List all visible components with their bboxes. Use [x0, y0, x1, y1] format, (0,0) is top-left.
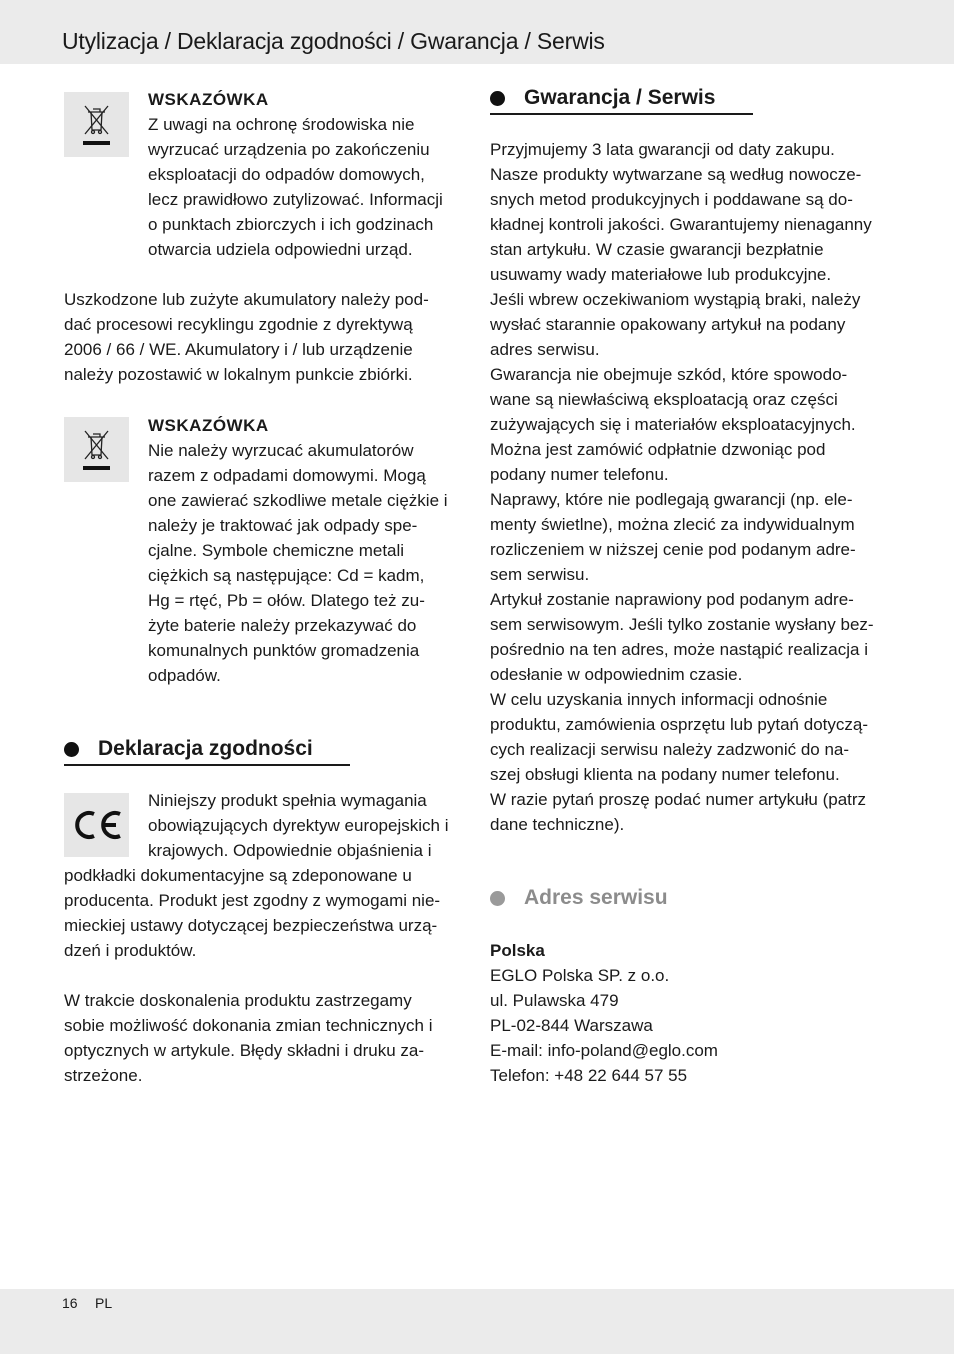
text-line: one zawierać szkodliwe metale ciężkie i — [148, 491, 448, 510]
text-line: Nie należy wyrzucać akumulatorów — [148, 441, 414, 460]
page-title: Utylizacja / Deklaracja zgodności / Gwarancja / Serwis — [62, 28, 605, 54]
text-line: dać procesowi recyklingu zgodnie z dyrektywą — [64, 315, 413, 334]
disposal-icon-box — [64, 92, 129, 157]
text-line: cjalne. Symbole chemiczne metali — [148, 541, 405, 560]
declaration-text-beside — [148, 788, 448, 863]
service-email: E-mail: info-poland@eglo.com — [490, 1041, 718, 1060]
note-2 — [148, 413, 448, 688]
note-2-title: WSKAZÓWKA — [148, 416, 269, 435]
service-country: Polska — [490, 941, 545, 960]
text-line: żyte baterie należy przekazywać do — [148, 616, 417, 635]
service-address-heading — [490, 883, 668, 913]
text-line: rozliczeniem w niższej cenie pod podanym adre- — [490, 540, 856, 559]
text-line: wyrzucać urządzenia po zakończeniu — [148, 140, 430, 159]
battery-disposal-icon-box — [64, 417, 129, 482]
text-line: sem serwisowym. Jeśli tylko zostanie wysłany bez- — [490, 615, 874, 634]
ce-mark-icon — [64, 793, 129, 857]
text-line: producenta. Produkt jest zgodny z wymogami nie- — [64, 891, 441, 910]
text-line: Z uwagi na ochronę środowiska nie — [148, 115, 415, 134]
service-company: EGLO Polska SP. z o.o. — [490, 966, 670, 985]
bullet-icon — [490, 91, 505, 106]
text-line: wysłać starannie opakowany artykuł na podany — [490, 315, 846, 334]
text-line: Artykuł zostanie naprawiony pod podanym adre- — [490, 590, 854, 609]
bullet-icon — [490, 891, 505, 906]
crossed-out-bin-icon — [64, 417, 129, 482]
text-line: Jeśli wbrew oczekiwaniom wystąpią braki, należy — [490, 290, 861, 309]
page-number: 16 — [62, 1295, 78, 1311]
text-line: razem z odpadami domowymi. Mogą — [148, 466, 426, 485]
text-line: optycznych w artykule. Błędy składni i druku za- — [64, 1041, 424, 1060]
text-line: produktu, zamówienia osprzętu lub pytań dotyczą- — [490, 715, 868, 734]
text-line: 2006 / 66 / WE. Akumulatory i / lub urządzenie — [64, 340, 413, 359]
recycling-paragraph — [64, 287, 429, 387]
text-line: Nasze produkty wytwarzane są według nowocze- — [490, 165, 862, 184]
text-line: kładnej kontroli jakości. Gwarantujemy nienaganny — [490, 215, 872, 234]
text-line: W trakcie doskonalenia produktu zastrzegamy — [64, 991, 412, 1010]
text-line: należy pozostawić w lokalnym punkcie zbiórki. — [64, 365, 413, 384]
text-line: Naprawy, które nie podlegają gwarancji (np. ele- — [490, 490, 853, 509]
text-line: W razie pytań proszę podać numer artykułu (patrz — [490, 790, 867, 809]
text-line: menty świetlne), można zlecić za indywidualnym — [490, 515, 855, 534]
language-code: PL — [95, 1295, 113, 1311]
text-line: lecz prawidłowo zutylizować. Informacji — [148, 190, 443, 209]
declaration-heading-underline — [64, 764, 350, 766]
text-line: odesłanie w odpowiednim czasie. — [490, 665, 743, 684]
text-line: zużywających się i materiałów eksploatacyjnych. — [490, 415, 856, 434]
text-line: sobie możliwość dokonania zmian technicznych i — [64, 1016, 433, 1035]
text-line: krajowych. Odpowiednie objaśnienia i — [148, 841, 432, 860]
note-1-title: WSKAZÓWKA — [148, 90, 269, 109]
bullet-icon — [64, 742, 79, 757]
text-line: podany numer telefonu. — [490, 465, 669, 484]
text-line: usuwamy wady materiałowe lub produkcyjne. — [490, 265, 832, 284]
footer-bar — [0, 1289, 954, 1354]
warranty-text — [490, 137, 874, 837]
modifications-paragraph — [64, 988, 433, 1088]
text-line: otwarcia udziela odpowiedni urząd. — [148, 240, 413, 259]
text-line: wane są niewłaściwą eksploatacją oraz części — [490, 390, 838, 409]
text-line: szej obsługi klienta na podany numer telefonu. — [490, 765, 840, 784]
text-line: strzeżone. — [64, 1066, 143, 1085]
note-1 — [148, 87, 443, 262]
service-city: PL-02-844 Warszawa — [490, 1016, 653, 1035]
text-line: stan artykułu. W czasie gwarancji bezpłatnie — [490, 240, 824, 259]
text-line: eksploatacji do odpadów domowych, — [148, 165, 425, 184]
text-line: pośrednio na ten adres, może nastąpić realizacja i — [490, 640, 868, 659]
text-line: Przyjmujemy 3 lata gwarancji od daty zakupu. — [490, 140, 835, 159]
service-address-heading-text: Adres serwisu — [524, 886, 668, 909]
text-line: należy je traktować jak odpady spe- — [148, 516, 418, 535]
declaration-heading-text: Deklaracja zgodności — [98, 737, 313, 760]
crossed-out-bin-icon — [64, 92, 129, 157]
text-line: dzeń i produktów. — [64, 941, 197, 960]
warranty-heading — [490, 83, 715, 113]
declaration-heading — [64, 734, 313, 764]
text-line: obowiązujących dyrektyw europejskich i — [148, 816, 449, 835]
text-line: Można jest zamówić odpłatnie dzwoniąc pod — [490, 440, 826, 459]
text-line: Uszkodzone lub zużyte akumulatory należy pod- — [64, 290, 429, 309]
text-line: cych realizacji serwisu należy zadzwonić do na- — [490, 740, 850, 759]
text-line: W celu uzyskania innych informacji odnośnie — [490, 690, 828, 709]
text-line: adres serwisu. — [490, 340, 600, 359]
note-1-text — [148, 112, 443, 262]
text-line: podkładki dokumentacyjne są zdeponowane u — [64, 866, 412, 885]
text-line: Niniejszy produkt spełnia wymagania — [148, 791, 427, 810]
service-phone: Telefon: +48 22 644 57 55 — [490, 1066, 688, 1085]
service-address — [490, 938, 718, 1088]
text-line: komunalnych punktów gromadzenia — [148, 641, 420, 660]
text-line: Hg = rtęć, Pb = ołów. Dlatego też zu- — [148, 591, 425, 610]
warranty-heading-text: Gwarancja / Serwis — [524, 86, 716, 109]
text-line: Gwarancja nie obejmuje szkód, które spowodo- — [490, 365, 848, 384]
text-line: dane techniczne). — [490, 815, 625, 834]
text-line: sem serwisu. — [490, 565, 590, 584]
text-line: snych metod produkcyjnych i poddawane są do- — [490, 190, 853, 209]
warranty-heading-underline — [490, 113, 753, 115]
text-line: odpadów. — [148, 666, 221, 685]
text-line: mieckiej ustawy dotyczącej bezpieczeństwa urzą- — [64, 916, 438, 935]
declaration-text-full — [64, 863, 440, 963]
text-line: ciężkich są następujące: Cd = kadm, — [148, 566, 425, 585]
text-line: o punktach zbiorczych i ich godzinach — [148, 215, 434, 234]
service-street: ul. Pulawska 479 — [490, 991, 619, 1010]
ce-icon-box — [64, 793, 129, 857]
